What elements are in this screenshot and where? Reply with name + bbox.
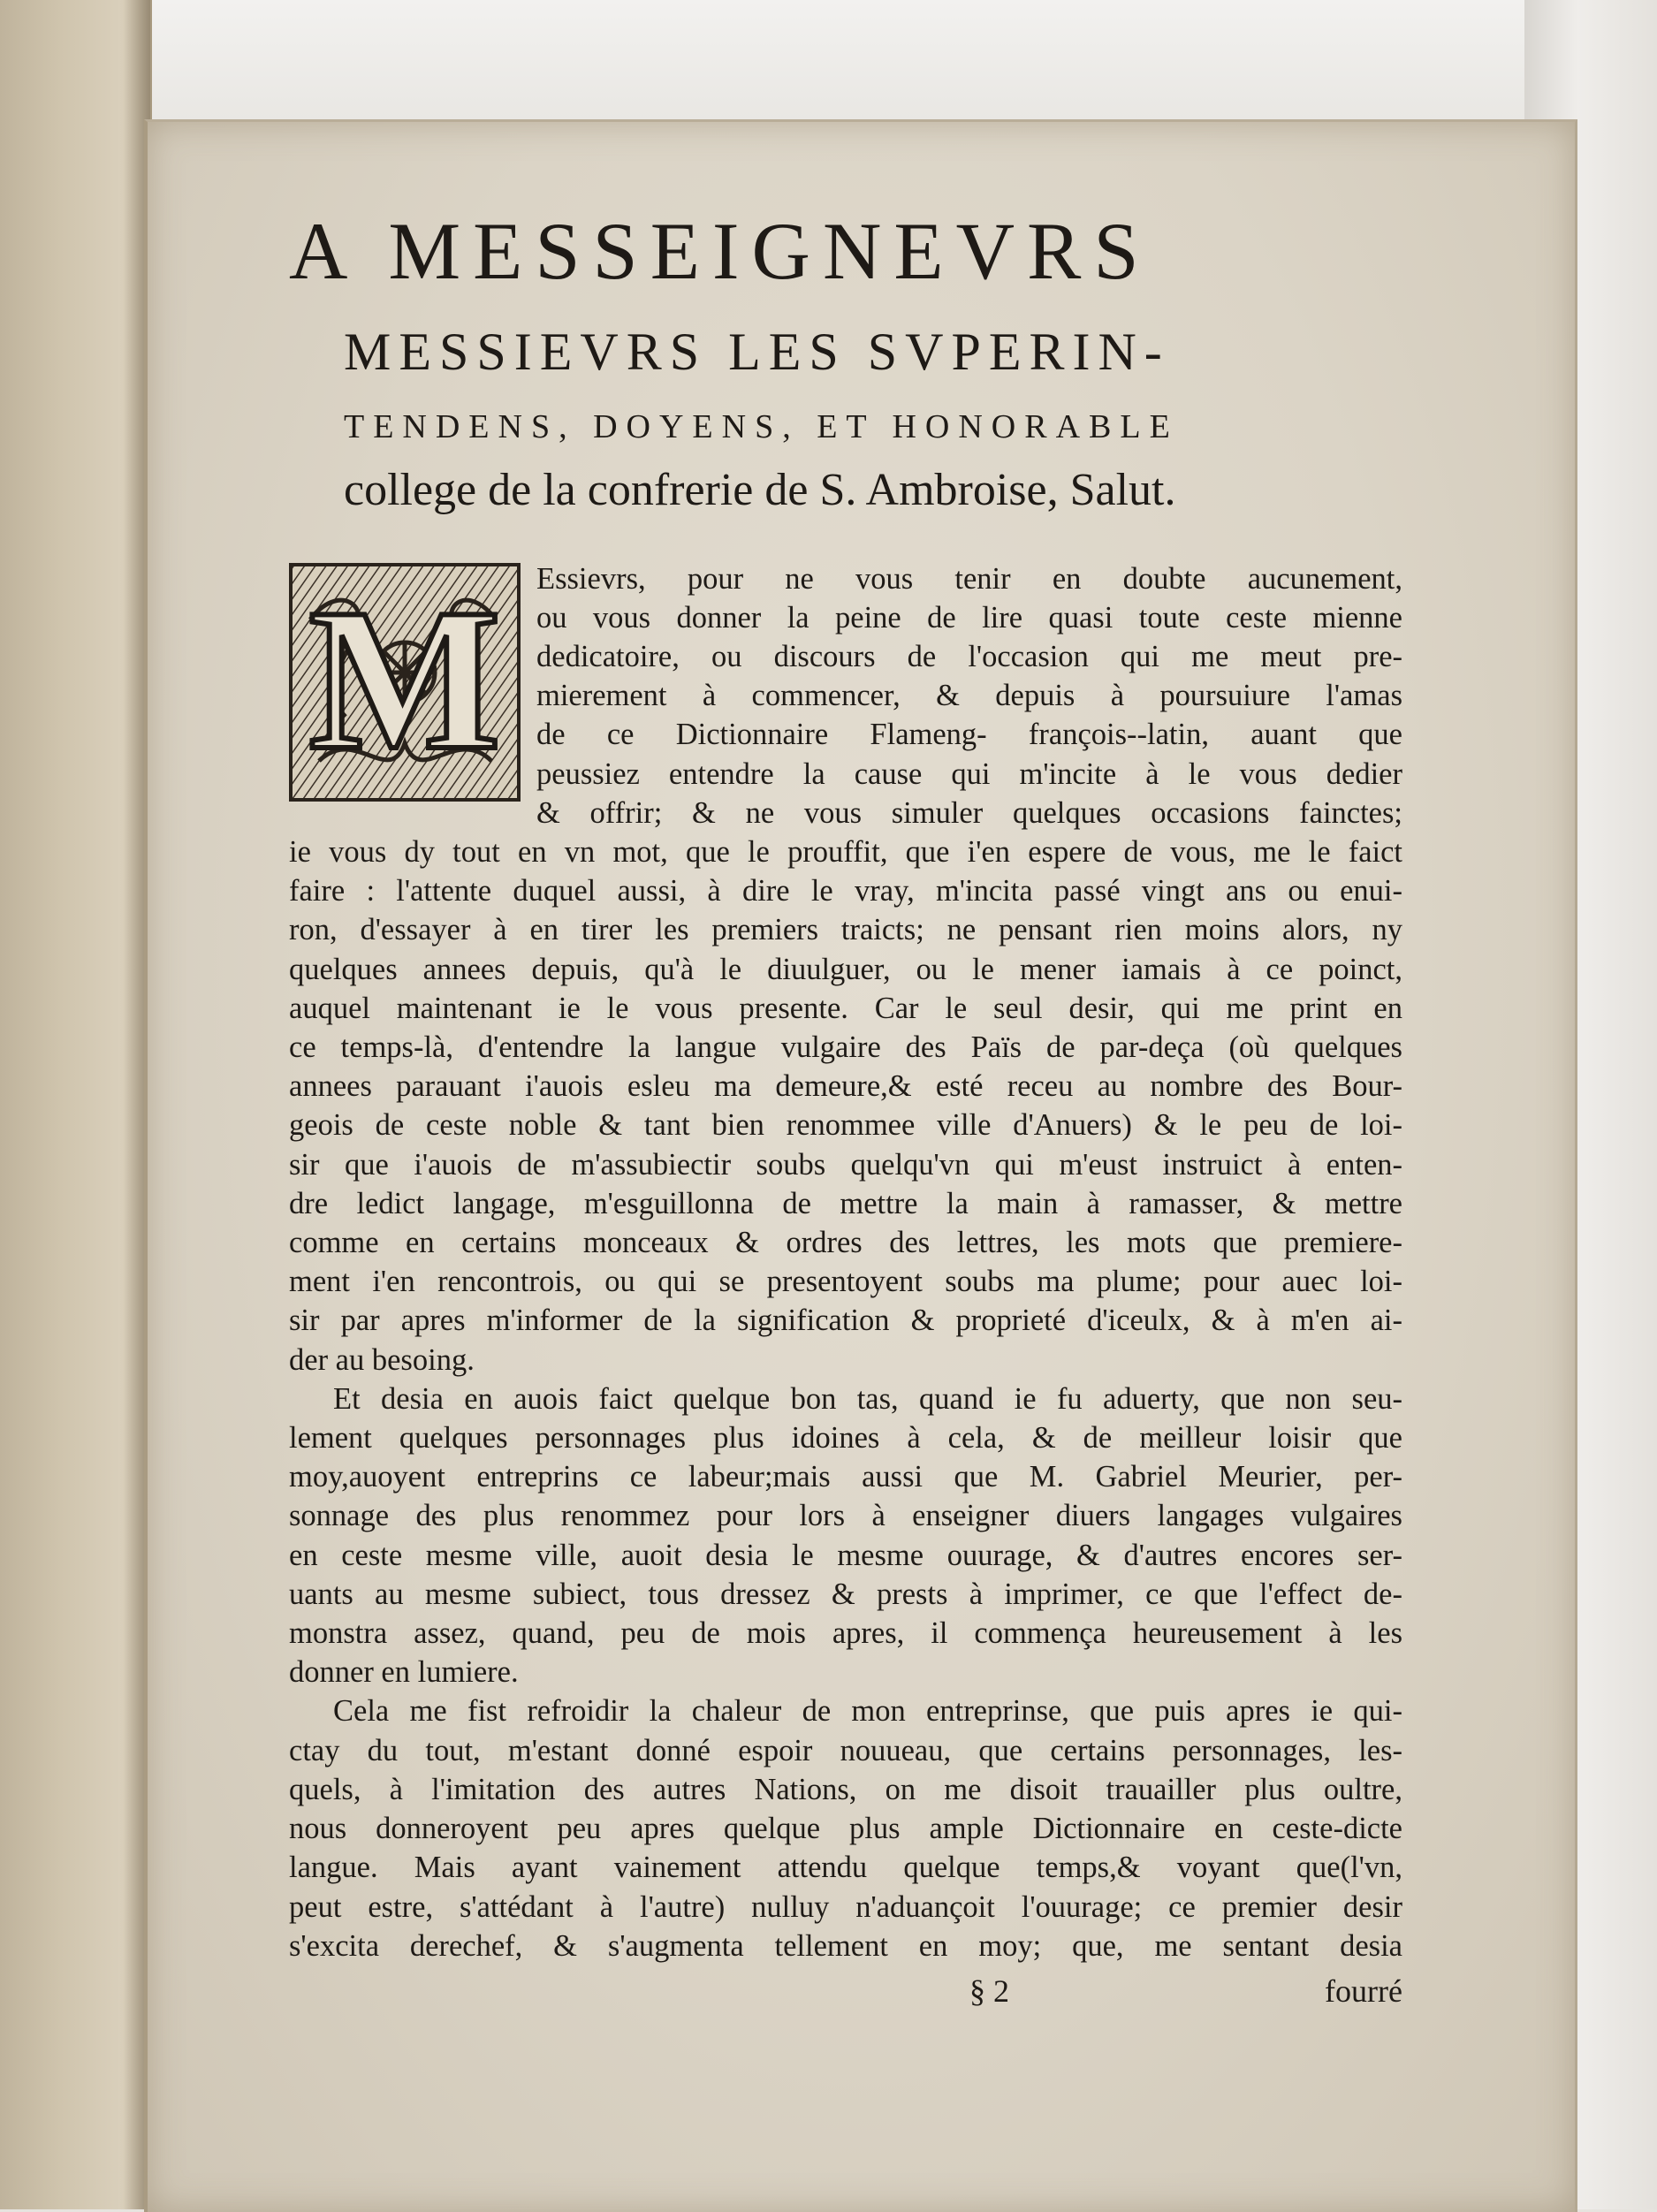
text-line: ie vous dy tout en vn mot, que le prouffit, que i'en espere de vous, me le faict	[289, 835, 1402, 870]
text-line: dedicatoire, ou discours de l'occasion qui me meut pre-	[536, 640, 1402, 673]
ornamental-initial-icon	[293, 566, 517, 798]
text-line: Et desia en auois faict quelque bon tas, quand ie fu aduerty, que non seu-	[333, 1381, 1402, 1416]
text-line: auquel maintenant ie le vous presente. Car le seul desir, qui me print en	[289, 991, 1402, 1025]
facing-page-edge	[0, 0, 152, 2209]
text-line: faire : l'attente duquel aussi, à dire le vray, m'incita passé vingt ans ou enui-	[289, 874, 1402, 908]
heading-line-4: college de la confrerie de S. Ambroise, Salut.	[344, 465, 1176, 515]
background-cloth-top	[0, 0, 1657, 133]
heading-line-2: MESSIEVRS LES SVPERIN-	[344, 323, 1170, 381]
text-line: en ceste mesme ville, auoit desia le mesme ouurage, & d'autres encores ser-	[289, 1538, 1402, 1572]
text-line: comme en certains monceaux & ordres des lettres, les mots que premiere-	[289, 1226, 1402, 1260]
text-line: ment i'en rencontrois, ou qui se presentoyent soubs ma plume; pour auec loi-	[289, 1265, 1402, 1299]
text-line: peussiez entendre la cause qui m'incite à le vous dedier	[536, 756, 1402, 791]
text-line: geois de ceste noble & tant bien renommee ville d'Anuers) & le peu de loi-	[289, 1108, 1402, 1143]
text-line: dre ledict langage, m'esguillonna de mettre la main à ramasser, & mettre	[289, 1186, 1402, 1220]
text-line: sir par apres m'informer de la signification & proprieté d'iceulx, & à m'en ai-	[289, 1304, 1402, 1338]
page-footer	[289, 1973, 1402, 2017]
text-line: quels, à l'imitation des autres Nations, on me disoit trauailler plus oultre,	[289, 1772, 1402, 1806]
dedication-body	[289, 559, 1402, 1965]
text-line: lement quelques personnages plus idoines à cela, & de meilleur loisir que	[289, 1421, 1402, 1456]
paragraph-3	[289, 1691, 1402, 1965]
text-line: moy,auoyent entreprins ce labeur;mais aussi que M. Gabriel Meurier, per-	[289, 1460, 1402, 1494]
text-line: uants au mesme subiect, tous dressez & prests à imprimer, ce que l'effect de-	[289, 1577, 1402, 1611]
ornamental-initial	[289, 563, 521, 802]
text-line: sonnage des plus renommez pour lors à enseigner diuers langages vulgaires	[289, 1499, 1402, 1533]
text-line: annees parauant i'auois esleu ma demeure,& esté receu au nombre des Bour-	[289, 1069, 1402, 1104]
text-line: monstra assez, quand, peu de mois apres, il commença heureusement à les	[289, 1616, 1402, 1651]
heading-line-1: A MESSEIGNEVRS	[289, 206, 1152, 296]
text-line: de ce Dictionnaire Flameng- françois--latin, auant que	[536, 718, 1402, 752]
catchword: fourré	[1325, 1973, 1402, 2009]
book-page	[144, 119, 1577, 2212]
text-line: quelques annees depuis, qu'à le diuulguer, ou le mener iamais à ce poinct,	[289, 952, 1402, 986]
text-line: der au besoing.	[289, 1342, 475, 1377]
text-line: s'excita derechef, & s'augmenta tellement en moy; que, me sentant desia	[289, 1928, 1402, 1963]
text-line: & offrir; & ne vous simuler quelques occasions fainctes;	[536, 795, 1402, 830]
text-line: mierement à commencer, & depuis à poursuiure l'amas	[536, 679, 1402, 713]
text-line: Essievrs, pour ne vous tenir en doubte aucunement,	[536, 561, 1402, 596]
heading-line-3: TENDENS, DOYENS, ET HONORABLE	[344, 408, 1179, 445]
page-content	[289, 206, 1402, 2017]
signature-mark: § 2	[969, 1973, 1009, 2009]
text-line: ce temps-là, d'entendre la langue vulgaire des Païs de par-deça (où quelques	[289, 1030, 1402, 1065]
paragraph-1	[289, 832, 1402, 1380]
text-line: peut estre, s'attédant à l'autre) nulluy n'aduançoit l'ouurage; ce premier desir	[289, 1889, 1402, 1924]
text-line: donner en lumiere.	[289, 1655, 519, 1690]
text-line: sir que i'auois de m'assubiectir soubs quelqu'vn qui m'eust instruict à enten-	[289, 1147, 1402, 1182]
text-line: Cela me fist refroidir la chaleur de mon entreprinse, que puis apres ie qui-	[333, 1694, 1402, 1729]
initial-letter: M	[308, 566, 501, 792]
text-line: nous donneroyent peu apres quelque plus ample Dictionnaire en ceste-dicte	[289, 1812, 1402, 1846]
text-line: langue. Mais ayant vainement attendu quelque temps,& voyant que(l'vn,	[289, 1851, 1402, 1885]
paragraph-2	[289, 1380, 1402, 1692]
text-line: ou vous donner la peine de lire quasi toute ceste mienne	[536, 600, 1402, 635]
text-line: ron, d'essayer à en tirer les premiers traicts; ne pensant rien moins alors, ny	[289, 913, 1402, 947]
text-line: ctay du tout, m'estant donné espoir nouueau, que certains personnages, les-	[289, 1733, 1402, 1767]
